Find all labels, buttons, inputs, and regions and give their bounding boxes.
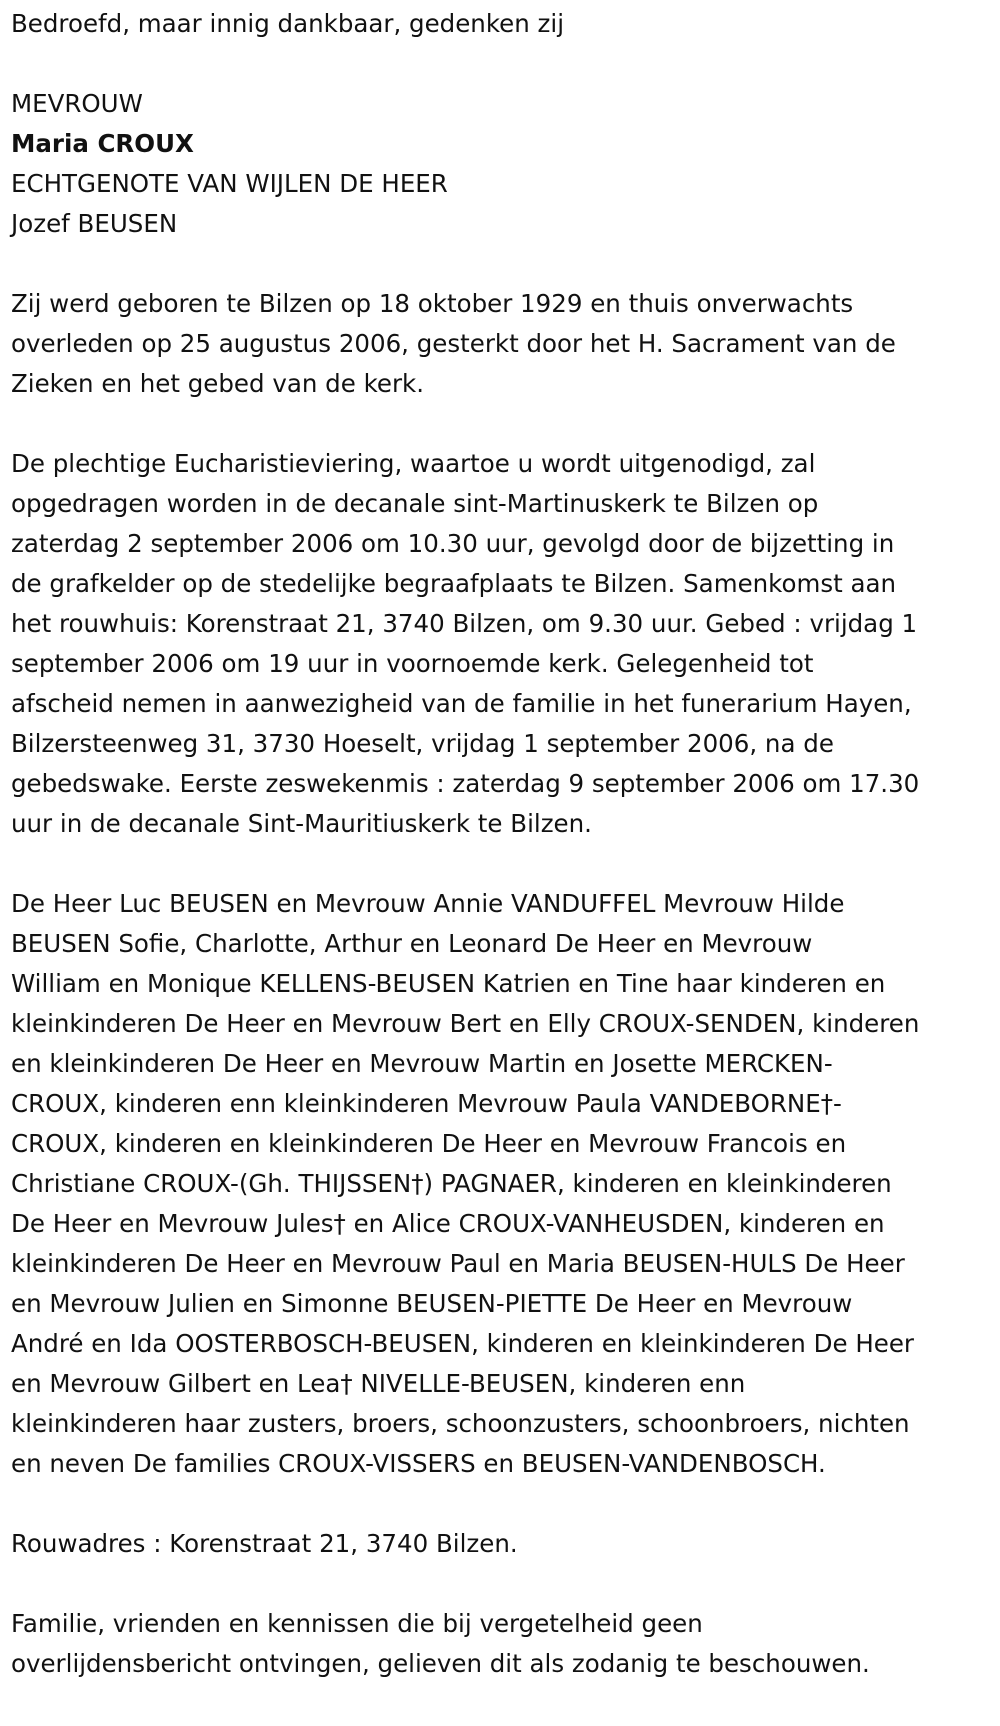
spacer (11, 404, 1000, 444)
paragraph-line: en kleinkinderen De Heer en Mevrouw Martin en Josette MERCKEN- (11, 1049, 833, 1078)
paragraph-line: William en Monique KELLENS-BEUSEN Katrien en Tine haar kinderen en (11, 969, 886, 998)
paragraph-line: Zieken en het gebed van de kerk. (11, 369, 425, 398)
family-paragraph (11, 884, 1000, 1484)
paragraph-line: en neven De families CROUX-VISSERS en BEUSEN-VANDENBOSCH. (11, 1449, 826, 1478)
paragraph-line: CROUX, kinderen en kleinkinderen De Heer en Mevrouw Francois en (11, 1129, 847, 1158)
paragraph-line: De plechtige Eucharistieviering, waartoe u wordt uitgenodigd, zal (11, 449, 816, 478)
paragraph-line: gebedswake. Eerste zeswekenmis : zaterdag 9 september 2006 om 17.30 (11, 769, 920, 798)
paragraph-line: en Mevrouw Gilbert en Lea† NIVELLE-BEUSEN, kinderen enn (11, 1369, 746, 1398)
paragraph-line: CROUX, kinderen enn kleinkinderen Mevrouw Paula VANDEBORNE†- (11, 1089, 842, 1118)
ceremony-paragraph (11, 444, 1000, 844)
spacer (11, 1484, 1000, 1524)
address-paragraph (11, 1524, 1000, 1564)
paragraph-line: Familie, vrienden en kennissen die bij vergetelheid geen (11, 1609, 703, 1638)
paragraph-line: Bilzersteenweg 31, 3730 Hoeselt, vrijdag 1 september 2006, na de (11, 729, 834, 758)
paragraph-line: Rouwadres : Korenstraat 21, 3740 Bilzen. (11, 1529, 518, 1558)
paragraph-line: de grafkelder op de stedelijke begraafplaats te Bilzen. Samenkomst aan (11, 569, 897, 598)
paragraph-line: De Heer Luc BEUSEN en Mevrouw Annie VANDUFFEL Mevrouw Hilde (11, 889, 845, 918)
paragraph-line: Zij werd geboren te Bilzen op 18 oktober 1929 en thuis onverwachts (11, 289, 854, 318)
spacer (11, 1564, 1000, 1604)
intro-line: Bedroefd, maar innig dankbaar, gedenken zij (11, 9, 565, 38)
paragraph-line: het rouwhuis: Korenstraat 21, 3740 Bilzen, om 9.30 uur. Gebed : vrijdag 1 (11, 609, 918, 638)
paragraph-line: BEUSEN Sofie, Charlotte, Arthur en Leonard De Heer en Mevrouw (11, 929, 813, 958)
paragraph-line: kleinkinderen De Heer en Mevrouw Paul en Maria BEUSEN-HULS De Heer (11, 1249, 905, 1278)
paragraph-line: overleden op 25 augustus 2006, gesterkt door het H. Sacrament van de (11, 329, 896, 358)
paragraph-line: september 2006 om 19 uur in voornoemde kerk. Gelegenheid tot (11, 649, 814, 678)
deceased-relation: ECHTGENOTE VAN WIJLEN DE HEER (11, 169, 448, 198)
paragraph-line: opgedragen worden in de decanale sint-Martinuskerk te Bilzen op (11, 489, 819, 518)
closing-paragraph (11, 1604, 1000, 1684)
paragraph-line: zaterdag 2 september 2006 om 10.30 uur, gevolgd door de bijzetting in (11, 529, 895, 558)
spacer (11, 244, 1000, 284)
paragraph-line: André en Ida OOSTERBOSCH-BEUSEN, kinderen en kleinkinderen De Heer (11, 1329, 914, 1358)
birth-death-paragraph (11, 284, 1000, 404)
paragraph-line: kleinkinderen De Heer en Mevrouw Bert en Elly CROUX-SENDEN, kinderen (11, 1009, 920, 1038)
paragraph-line: overlijdensbericht ontvingen, gelieven dit als zodanig te beschouwen. (11, 1649, 870, 1678)
paragraph-line: De Heer en Mevrouw Jules† en Alice CROUX-VANHEUSDEN, kinderen en (11, 1209, 885, 1238)
paragraph-line: uur in de decanale Sint-Mauritiuskerk te Bilzen. (11, 809, 592, 838)
deceased-honorific: MEVROUW (11, 89, 143, 118)
paragraph-line: Christiane CROUX-(Gh. THIJSSEN†) PAGNAER, kinderen en kleinkinderen (11, 1169, 892, 1198)
deceased-name: Maria CROUX (11, 129, 194, 158)
spacer (11, 844, 1000, 884)
deceased-spouse: Jozef BEUSEN (11, 209, 178, 238)
paragraph-line: kleinkinderen haar zusters, broers, schoonzusters, schoonbroers, nichten (11, 1409, 910, 1438)
paragraph-line: afscheid nemen in aanwezigheid van de familie in het funerarium Hayen, (11, 689, 912, 718)
paragraph-line: en Mevrouw Julien en Simonne BEUSEN-PIETTE De Heer en Mevrouw (11, 1289, 853, 1318)
spacer (11, 44, 1000, 84)
